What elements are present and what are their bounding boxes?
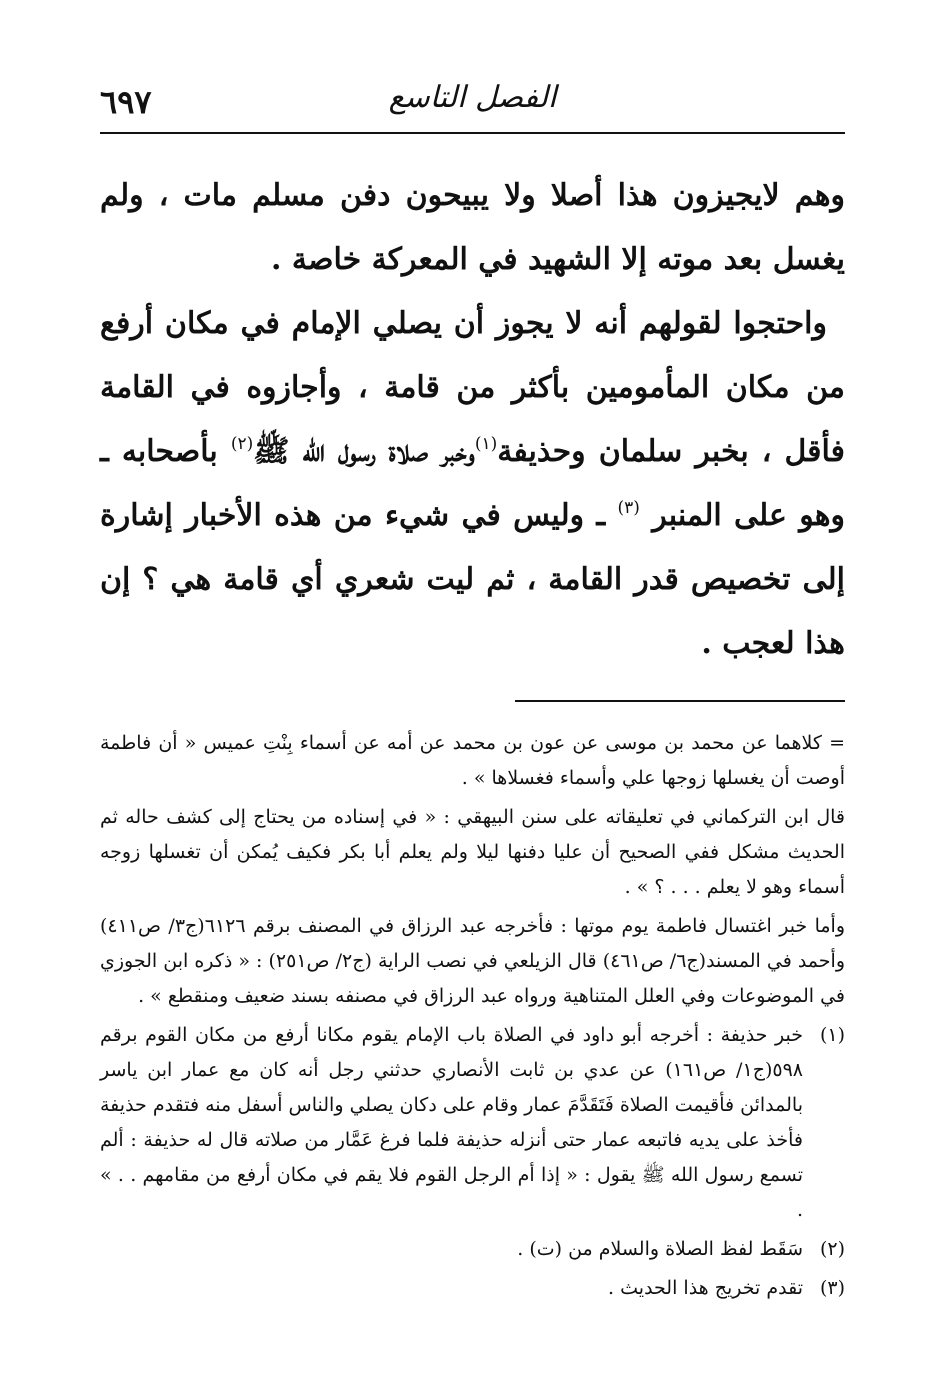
footnote-continuation: = كلاهما عن محمد بن موسى عن عون بن محمد عن أمه عن أسماء بِنْتِ عميس « أن فاطمة أوصت أن يغسلها زوجها علي وأسماء فغسلاها » . xyxy=(100,732,845,789)
paragraph-text: واحتجوا لقولهم أنه لا يجوز أن يصلي الإمام في مكان أرفع من مكان المأمومين بأكثر من قامة ، وأجازوه في القامة فأقل ، بخبر سلمان وحذيفة xyxy=(100,306,845,469)
footnote-number: (٢) xyxy=(819,1238,845,1260)
footnote-number: (٣) xyxy=(819,1277,845,1299)
page-header xyxy=(100,70,845,134)
footnote-continuation: وأما خبر اغتسال فاطمة يوم موتها : فأخرجه عبد الرزاق في المصنف برقم ٦١٢٦(ج٣/ ص٤١١) وأحمد في المسند(ج٦/ ص٤٦١) قال الزيلعي في نصب الراية (ج٢/ ص٢٥١) : « ذكره ابن الجوزي في الموضوعات وفي العلل المتناهية ورواه عبد الرزاق في مصنفه بسند ضعيف ومنقطع » . xyxy=(100,915,845,1007)
footnote-text: تقدم تخريج هذا الحديث . xyxy=(608,1277,803,1299)
footnote xyxy=(100,1232,845,1267)
footnote-text: سَقَط لفظ الصلاة والسلام من (ت) . xyxy=(517,1238,803,1260)
paragraph-text: وخبر صلاة رسول الله ﷺ xyxy=(253,434,475,469)
paragraph: وهم لايجيزون هذا أصلا ولا يبيحون دفن مسلم مات ، ولم يغسل بعد موته إلا الشهيد في المعركة خاصة . xyxy=(100,178,845,277)
footnote-ref: (٣) xyxy=(617,498,640,518)
chapter-title: الفصل التاسع xyxy=(388,80,557,115)
footnote xyxy=(100,1018,845,1228)
paragraph xyxy=(100,292,845,676)
header-divider xyxy=(100,132,845,134)
paragraph-text: ـ وليس في شيء من هذه الأخبار إشارة إلى تخصيص قدر القامة ، ثم ليت شعري أي قامة هي ؟ إن هذا لعجب . xyxy=(100,498,845,661)
footnote-continuation: قال ابن التركماني في تعليقاته على سنن البيهقي : « في إسناده من يحتاج إلى كشف حاله ثم الحديث مشكل ففي الصحيح أن عليا دفنها ليلا ولم يعلم أبا بكر فكيف يُمكن أن تغسلها زوجه أسماء وهو لا يعلم . . . ؟ » . xyxy=(100,806,845,898)
page-number: ٦٩٧ xyxy=(100,83,152,121)
book-page xyxy=(100,70,845,1310)
footnote xyxy=(100,1271,845,1306)
main-text xyxy=(100,164,845,676)
footnote-ref: (١) xyxy=(474,434,498,454)
footnotes xyxy=(100,726,845,1306)
footnote-divider xyxy=(515,700,845,702)
paragraph-text: بأصحابه ـ وهو على المنبر xyxy=(100,434,846,533)
footnote-ref: (٢) xyxy=(230,434,254,454)
footnote-text: خبر حذيفة : أخرجه أبو داود في الصلاة باب الإمام يقوم مكانا أرفع من مكان القوم برقم ٥٩٨(ج١/ ص١٦١) عن عدي بن ثابت الأنصاري حدثني رجل أنه كان مع عمار ابن ياسر بالمدائن فأقيمت الصلاة فَتَقَدَّمَ عمار وقام على دكان يصلي والناس أسفل منه فتقدم حذيفة فأخذ على يديه فاتبعه عمار حتى أنزله حذيفة فلما فرغ عَمَّار من صلاته قال له حذيفة : ألم تسمع رسول الله ﷺ يقول : « إذا أم الرجل القوم فلا يقم في مكان أرفع من مقامهم . . » . xyxy=(100,1024,803,1221)
footnote-number: (١) xyxy=(819,1024,845,1046)
